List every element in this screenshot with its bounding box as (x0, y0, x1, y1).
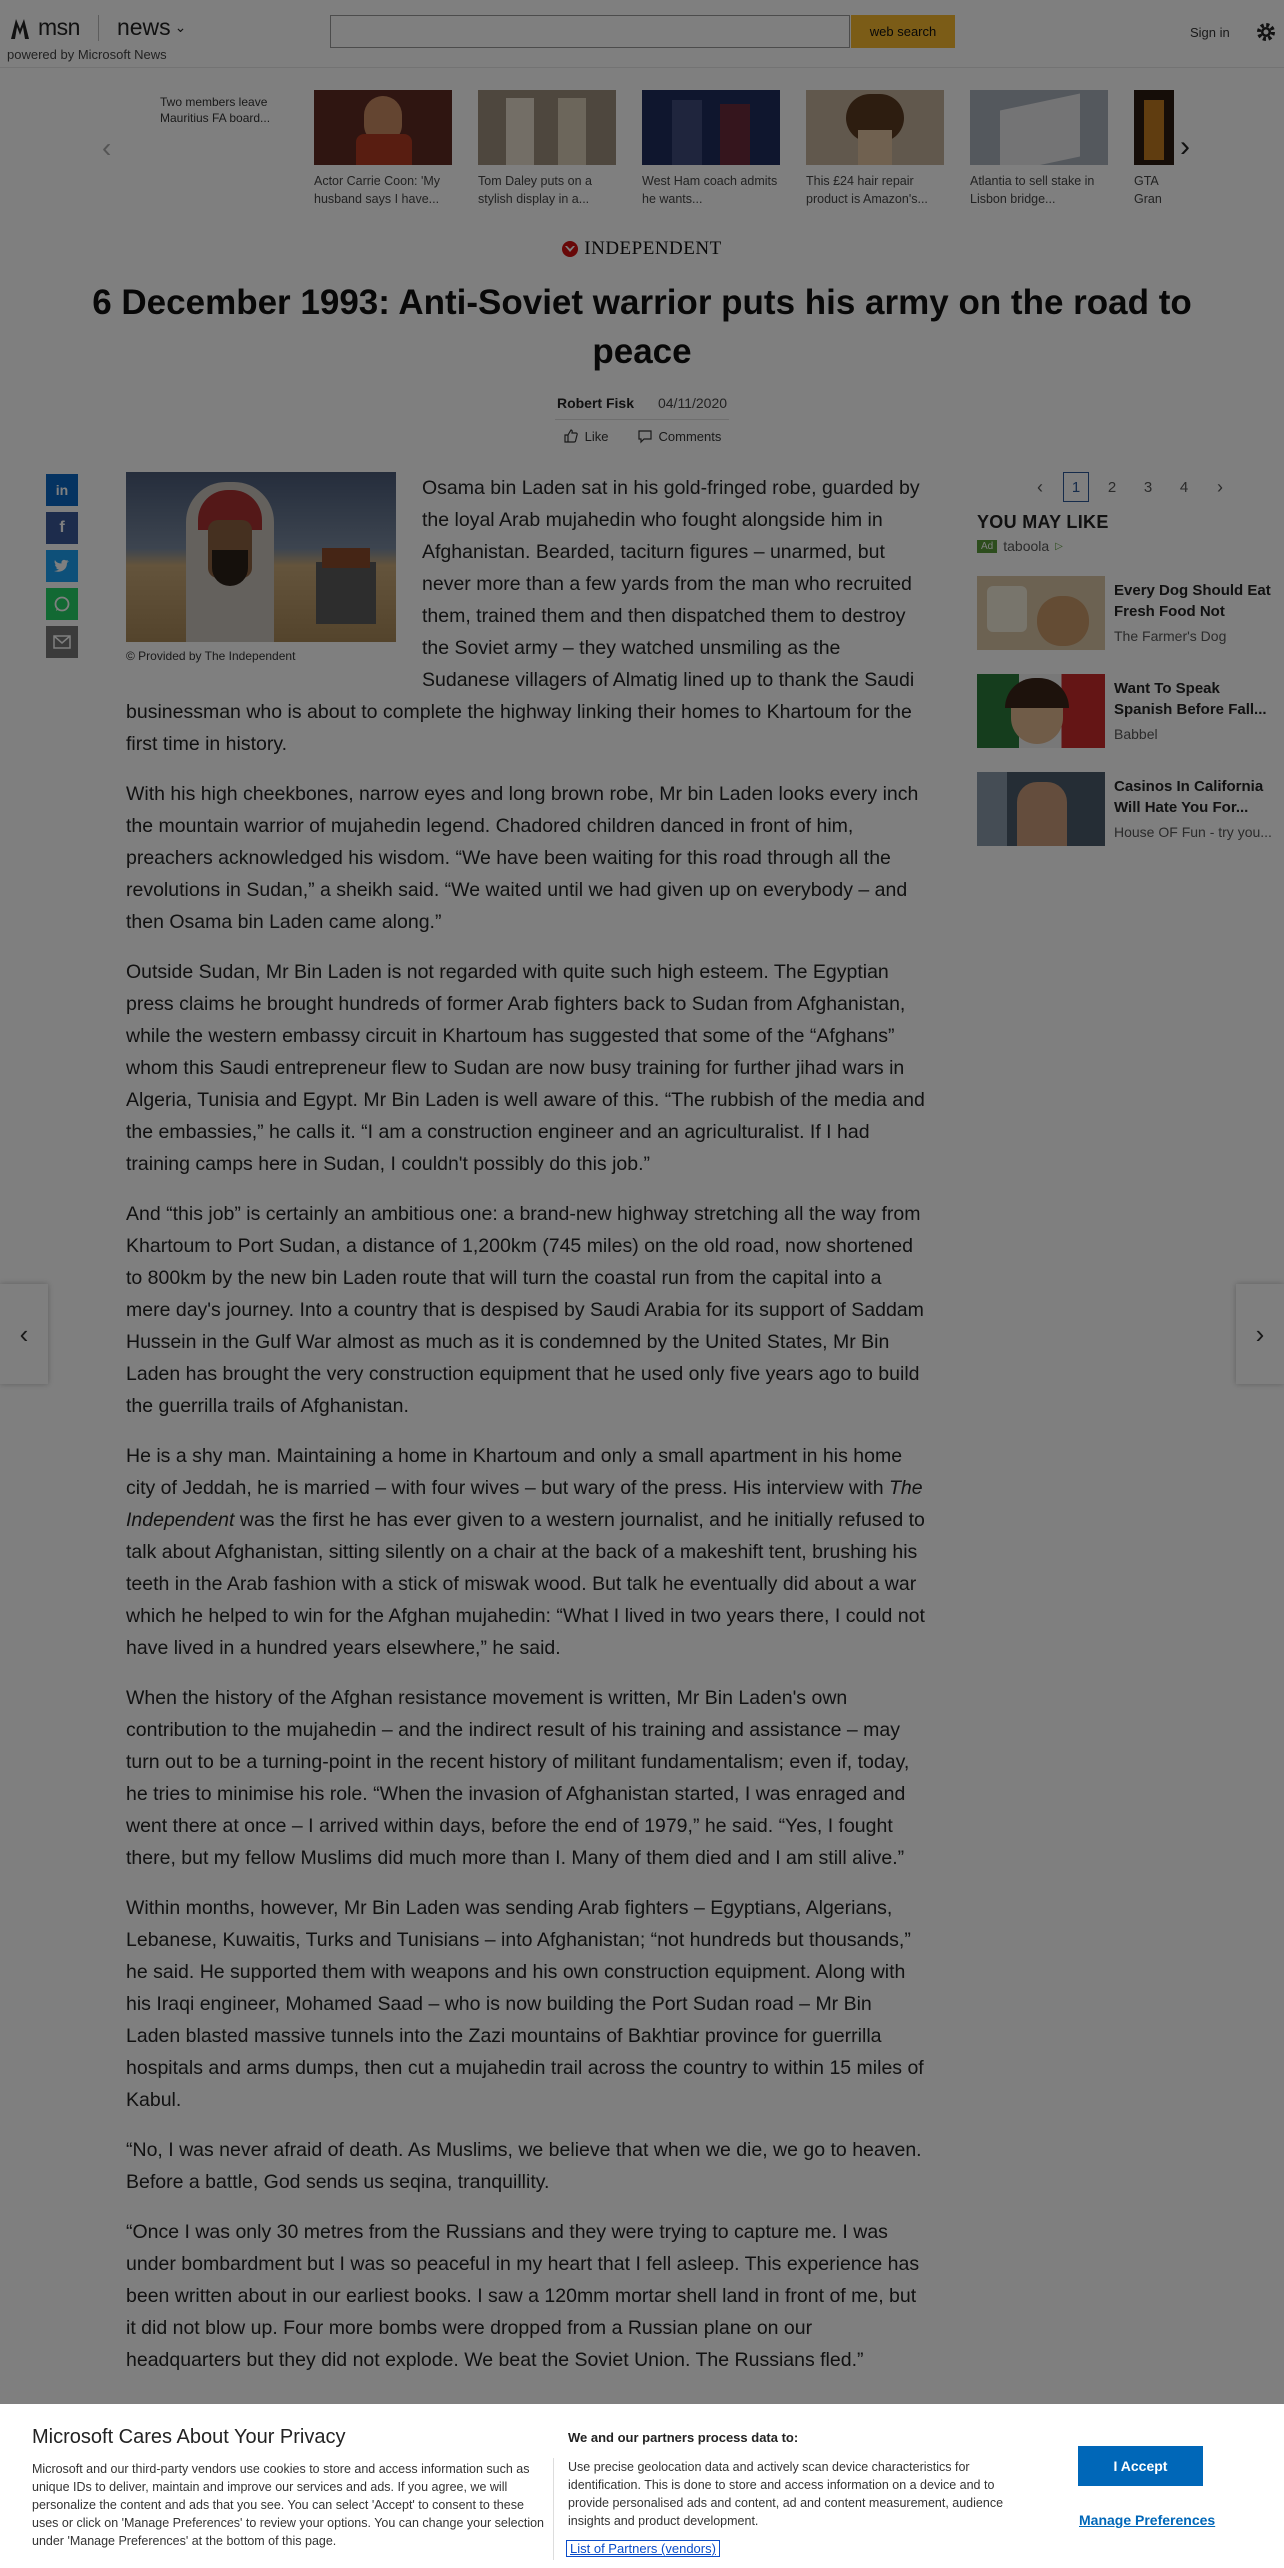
data-processing-title: We and our partners process data to: (568, 2430, 799, 2445)
privacy-body: Microsoft and our third-party vendors use cookies to store and access information such as unique IDs to deliver, maintain and improve our services and ads. If you agree, we will personalize the content and ads that you see. You can select 'Accept' to consent to these uses or click on 'Manage Preferences' to review your options. You can change your selection under 'Manage Preferences' at the bottom of this page. (32, 2462, 545, 2548)
accept-button[interactable]: I Accept (1078, 2446, 1203, 2486)
data-processing-body: Use precise geolocation data and actively scan device characteristics for identification. This is done to store and access information on a device and to provide personalised ads and content, ad and content measurement, audience insights and product development. (568, 2460, 1004, 2528)
partners-list-link[interactable]: List of Partners (vendors) (566, 2540, 720, 2557)
privacy-divider (553, 2458, 554, 2560)
privacy-banner (0, 2404, 1284, 2568)
privacy-title: Microsoft Cares About Your Privacy (32, 2426, 346, 2448)
manage-preferences-link[interactable]: Manage Preferences (1079, 2512, 1216, 2528)
